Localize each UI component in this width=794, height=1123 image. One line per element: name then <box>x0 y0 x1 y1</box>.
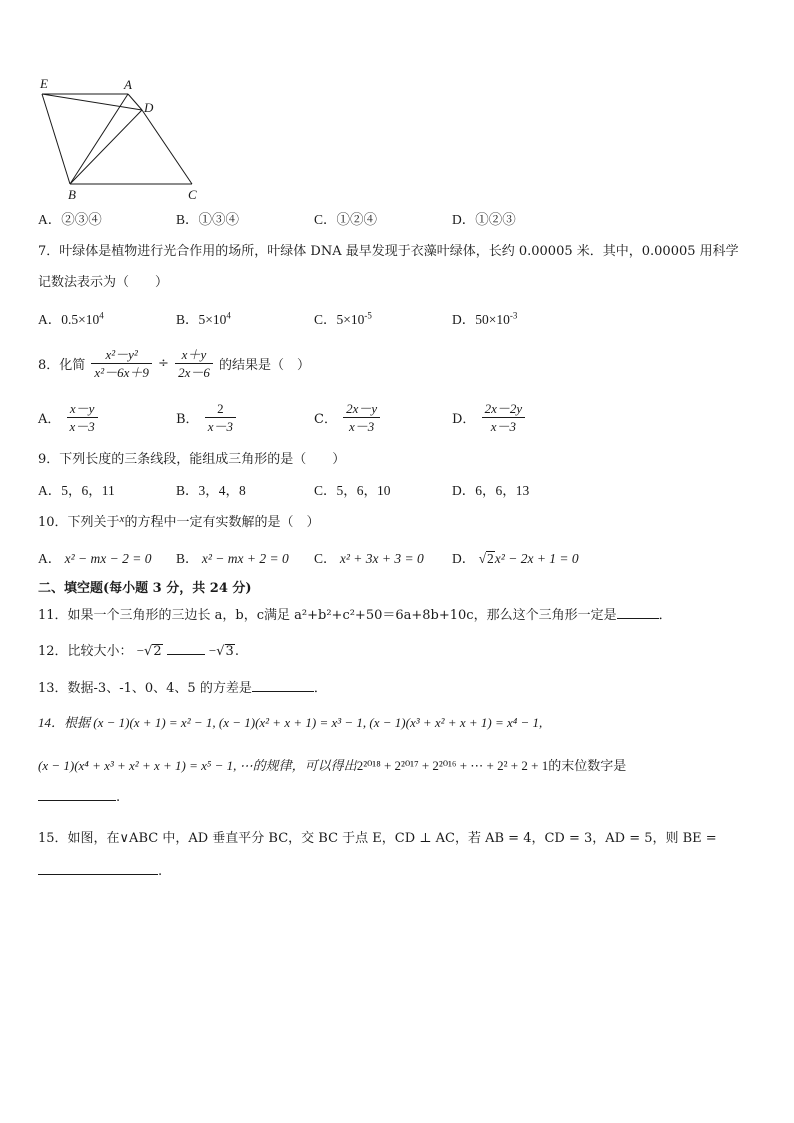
q9-option-b[interactable]: B．3，4，8 <box>176 483 246 498</box>
q10-option-d[interactable]: D． √2x² − 2x + 1 = 0 <box>452 551 579 566</box>
q11-question: 11．如果一个三角形的三边长 a，b，c满足 a²+b²+c²+50＝6a+8b+10c，那么这个三角形一定是 ． <box>38 608 672 623</box>
q15-question: 15．如图，在∨ABC 中，AD 垂直平分 BC，交 BC 于点 E，CD ⊥ AC，若 AB = 4，CD = 3，AD = 5，则 BE = <box>38 831 717 846</box>
q9-option-a[interactable]: A．5，6，11 <box>38 483 115 498</box>
q8-question: 8．化简 $\frac{\text{x²－y²}}{\text{x²－6x＋9}}$ ÷ $\frac{x+y}{2x-6}$ 的结果是（ ） <box>38 347 310 380</box>
q13-question: 13．数据-3、-1、0、4、5 的方差是 ． <box>38 681 327 696</box>
q6-option-d[interactable]: D．①②③ <box>452 212 516 227</box>
q7-option-d[interactable]: D．$50\times 10^{-3}$ <box>452 310 518 327</box>
label-D: D <box>144 100 154 115</box>
q14-answer-blank[interactable] <box>38 800 116 801</box>
q9-option-c[interactable]: C．5，6，10 <box>314 483 391 498</box>
q10-option-c[interactable]: C． x² + 3x + 3 = 0 <box>314 551 424 566</box>
q12-answer-blank[interactable] <box>167 654 205 655</box>
q8-option-d[interactable]: D． $\frac{2x-2y}{x-3}$ <box>452 400 527 435</box>
q10-option-a[interactable]: A． x² − mx − 2 = 0 <box>38 551 152 566</box>
q10-option-b[interactable]: B． x² − mx + 2 = 0 <box>176 551 289 566</box>
section-heading: 二、填空题(每小题 3 分，共 24 分) <box>38 581 252 596</box>
label-B: B <box>68 187 76 202</box>
q7-option-b[interactable]: B．$5\times 10^4$ <box>176 310 231 327</box>
q8-option-a[interactable]: A． $\frac{x-y}{x-3}$ <box>38 400 100 435</box>
q8-option-c[interactable]: C． $\frac{2x-y}{x-3}$ <box>314 400 382 435</box>
q11-answer-blank[interactable] <box>617 618 659 619</box>
label-A: A <box>124 77 132 92</box>
q15-answer-blank[interactable] <box>38 874 158 875</box>
geometry-figure <box>30 72 210 204</box>
q8-option-b[interactable]: B． $\frac{2}{x-3}$ <box>176 400 238 435</box>
q8-fraction-1: $\frac{\text{x²－y²}}{\text{x²－6x＋9}}$ <box>91 346 151 381</box>
q7-option-c[interactable]: C．$5\times 10^{-5}$ <box>314 310 372 327</box>
q6-option-c[interactable]: C．①②④ <box>314 212 378 227</box>
q14-question-line2: (x − 1)(x⁴ + x³ + x² + x + 1) = x⁵ − 1, ⋯的规律，可以得出2²⁰¹⁸ + 2²⁰¹⁷ + 2²⁰¹⁶ + ⋯ + 2² + 2 + 1的末位数字是 <box>38 758 627 774</box>
q15-answer-line: . <box>38 864 162 879</box>
q7-option-a[interactable]: A．$0.5\times 10^4$ <box>38 310 104 327</box>
label-C: C <box>188 187 197 202</box>
label-E: E <box>40 76 48 91</box>
q9-question: 9．下列长度的三条线段，能组成三角形的是（ ） <box>38 452 346 467</box>
q13-answer-blank[interactable] <box>252 691 314 692</box>
q14-question-line1: 14．根据 (x − 1)(x + 1) = x² − 1, (x − 1)(x² + x + 1) = x³ − 1, (x − 1)(x³ + x² + x + 1) = x⁴ − 1, <box>38 715 543 730</box>
q9-option-d[interactable]: D．6，6，13 <box>452 483 530 498</box>
q7-question-line1: 7．叶绿体是植物进行光合作用的场所，叶绿体 DNA 最早发现于衣藻叶绿体，长约 0.00005 米．其中，0.00005 用科学 <box>38 244 739 259</box>
q10-question: 10．下列关于$^x$的方程中一定有实数解的是（ ） <box>38 513 320 530</box>
q6-option-a[interactable]: A．②③④ <box>38 212 102 227</box>
q14-answer-line: . <box>38 790 120 805</box>
q8-fraction-2: $\frac{x+y}{2x-6}$ <box>175 346 213 381</box>
q12-question: 12．比较大小： −√2 −√3. <box>38 643 239 659</box>
q7-question-line2: 记数法表示为（ ） <box>38 275 169 290</box>
q6-option-b[interactable]: B．①③④ <box>176 212 240 227</box>
